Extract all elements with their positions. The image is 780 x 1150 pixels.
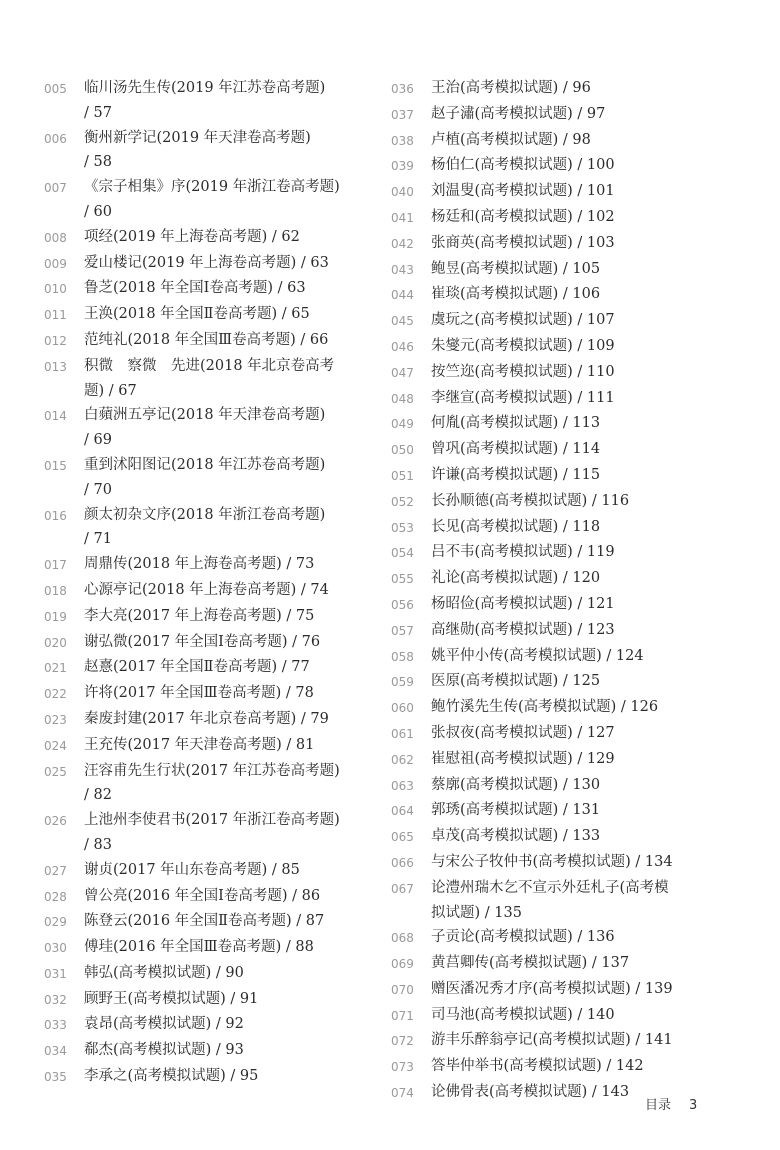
entry-number: 065 xyxy=(391,830,414,845)
toc-entry xyxy=(44,1012,374,1038)
entry-number: 064 xyxy=(391,804,414,819)
entry-number: 052 xyxy=(391,494,414,509)
entry-number: 068 xyxy=(391,931,414,946)
entry-title xyxy=(431,153,741,178)
entry-title-line: 爱山楼记(2019 年上海卷高考题) / 63 xyxy=(84,254,329,271)
entry-title xyxy=(431,179,741,204)
entry-title-line: 李继宣(高考模拟试题) / 111 xyxy=(431,389,615,406)
entry-number: 045 xyxy=(391,314,414,329)
toc-entry xyxy=(391,437,741,463)
toc-entry xyxy=(391,773,741,799)
entry-number: 062 xyxy=(391,752,414,767)
entry-title-line: 姚平仲小传(高考模拟试题) / 124 xyxy=(431,647,644,664)
entry-title xyxy=(84,403,374,453)
toc-entry xyxy=(44,733,374,759)
entry-title-line: 积微 察微 先进(2018 年北京卷高考 xyxy=(84,357,335,374)
toc-entry xyxy=(44,808,374,858)
toc-entry xyxy=(391,489,741,515)
entry-title-line: 卢植(高考模拟试题) / 98 xyxy=(431,131,591,148)
entry-title-continuation: 拟试题) / 135 xyxy=(431,904,522,921)
entry-title xyxy=(84,328,374,353)
entry-title xyxy=(84,759,374,809)
toc-entry xyxy=(391,592,741,618)
entry-number: 014 xyxy=(44,409,67,424)
entry-title-line: 吕不韦(高考模拟试题) / 119 xyxy=(431,544,615,561)
entry-number: 031 xyxy=(44,966,67,981)
entry-title-line: 答毕仲举书(高考模拟试题) / 142 xyxy=(431,1058,644,1075)
entry-title-line: 与宋公子牧仲书(高考模拟试题) / 134 xyxy=(431,853,673,870)
entry-number: 038 xyxy=(391,133,414,148)
entry-number: 013 xyxy=(44,359,67,374)
toc-entry xyxy=(44,251,374,277)
toc-entry xyxy=(391,179,741,205)
toc-right-column xyxy=(391,76,741,1106)
entry-number: 058 xyxy=(391,649,414,664)
entry-title-line: 黄莒卿传(高考模拟试题) / 137 xyxy=(431,955,630,972)
entry-number: 029 xyxy=(44,915,67,930)
entry-number: 034 xyxy=(44,1044,67,1059)
entry-title-continuation: / 70 xyxy=(84,481,112,498)
entry-title xyxy=(84,552,374,577)
entry-number: 047 xyxy=(391,365,414,380)
entry-number: 055 xyxy=(391,572,414,587)
entry-title-line: 张叔夜(高考模拟试题) / 127 xyxy=(431,724,615,741)
toc-entry xyxy=(44,630,374,656)
entry-title xyxy=(84,987,374,1012)
entry-title xyxy=(84,225,374,250)
toc-entry xyxy=(44,759,374,809)
entry-number: 049 xyxy=(391,417,414,432)
entry-title-line: 刘温叟(高考模拟试题) / 101 xyxy=(431,183,615,200)
entry-title xyxy=(431,257,741,282)
toc-entry xyxy=(391,618,741,644)
entry-title-line: 鲁芝(2018 年全国Ⅰ卷高考题) / 63 xyxy=(84,280,306,297)
entry-title xyxy=(84,733,374,758)
toc-entry xyxy=(44,302,374,328)
entry-title-line: 医原(高考模拟试题) / 125 xyxy=(431,673,601,690)
toc-entry xyxy=(44,655,374,681)
entry-title xyxy=(431,386,741,411)
entry-number: 071 xyxy=(391,1008,414,1023)
entry-title xyxy=(84,681,374,706)
entry-title-line: 汪容甫先生行状(2017 年江苏卷高考题) xyxy=(84,762,340,779)
entry-title-continuation: / 71 xyxy=(84,531,112,548)
entry-title xyxy=(84,858,374,883)
entry-title xyxy=(84,604,374,629)
entry-number: 072 xyxy=(391,1034,414,1049)
entry-title xyxy=(431,489,741,514)
entry-title xyxy=(431,695,741,720)
toc-entry xyxy=(44,552,374,578)
entry-title-line: 杨伯仁(高考模拟试题) / 100 xyxy=(431,157,615,174)
footer-label: 目录 xyxy=(645,1098,672,1113)
entry-title-line: 论佛骨表(高考模拟试题) / 143 xyxy=(431,1084,630,1101)
entry-title xyxy=(84,503,374,553)
entry-title-line: 心源亭记(2018 年上海卷高考题) / 74 xyxy=(84,581,329,598)
toc-entry xyxy=(391,644,741,670)
entry-number: 053 xyxy=(391,520,414,535)
entry-title-line: 郭琇(高考模拟试题) / 131 xyxy=(431,802,601,819)
entry-title-line: 赵憙(2017 年全国Ⅱ卷高考题) / 77 xyxy=(84,659,310,676)
entry-title-line: 王涣(2018 年全国Ⅱ卷高考题) / 65 xyxy=(84,306,310,323)
page-footer xyxy=(645,1094,697,1113)
toc-entry xyxy=(391,128,741,154)
entry-title-line: 重到沭阳图记(2018 年江苏卷高考题) xyxy=(84,456,326,473)
entry-number: 044 xyxy=(391,288,414,303)
entry-number: 016 xyxy=(44,508,67,523)
entry-title-line: 谢弘微(2017 年全国Ⅰ卷高考题) / 76 xyxy=(84,633,321,650)
entry-title xyxy=(84,76,374,126)
entry-number: 037 xyxy=(391,107,414,122)
entry-title xyxy=(431,540,741,565)
toc-entry xyxy=(391,153,741,179)
entry-number: 066 xyxy=(391,855,414,870)
entry-number: 019 xyxy=(44,609,67,624)
entry-title-continuation: / 60 xyxy=(84,203,112,220)
entry-title-line: 鲍竹溪先生传(高考模拟试题) / 126 xyxy=(431,699,659,716)
entry-number: 008 xyxy=(44,230,67,245)
entry-title xyxy=(431,76,741,101)
entry-number: 018 xyxy=(44,583,67,598)
entry-title-line: 子贡论(高考模拟试题) / 136 xyxy=(431,929,615,946)
entry-title xyxy=(431,205,741,230)
toc-entry xyxy=(44,707,374,733)
toc-entry xyxy=(44,354,374,404)
entry-title xyxy=(84,1064,374,1089)
entry-title-continuation: 题) / 67 xyxy=(84,382,137,399)
entry-title-line: 崔慰祖(高考模拟试题) / 129 xyxy=(431,750,615,767)
entry-number: 035 xyxy=(44,1070,67,1085)
entry-title xyxy=(431,824,741,849)
entry-title xyxy=(431,360,741,385)
toc-entry xyxy=(391,798,741,824)
entry-title xyxy=(431,798,741,823)
toc-entry xyxy=(391,540,741,566)
entry-title-line: 论澧州瑞木乞不宣示外廷札子(高考模 xyxy=(431,879,669,896)
entry-title xyxy=(431,618,741,643)
entry-title xyxy=(431,463,741,488)
entry-title xyxy=(84,935,374,960)
entry-title-line: 何胤(高考模拟试题) / 113 xyxy=(431,415,601,432)
entry-title-line: 秦废封建(2017 年北京卷高考题) / 79 xyxy=(84,710,329,727)
entry-number: 010 xyxy=(44,282,67,297)
entry-number: 020 xyxy=(44,635,67,650)
entry-title-line: 游丰乐醉翁亭记(高考模拟试题) / 141 xyxy=(431,1032,673,1049)
entry-title-line: 顾野王(高考模拟试题) / 91 xyxy=(84,990,259,1007)
toc-entry xyxy=(44,604,374,630)
entry-title-line: 颜太初杂文序(2018 年浙江卷高考题) xyxy=(84,506,326,523)
entry-number: 011 xyxy=(44,308,67,323)
entry-number: 024 xyxy=(44,738,67,753)
entry-title-line: 王充传(2017 年天津卷高考题) / 81 xyxy=(84,736,315,753)
toc-entry xyxy=(44,328,374,354)
entry-number: 033 xyxy=(44,1018,67,1033)
toc-entry xyxy=(44,225,374,251)
entry-title-line: 曾公亮(2016 年全国Ⅰ卷高考题) / 86 xyxy=(84,887,321,904)
entry-title-line: 杨昭俭(高考模拟试题) / 121 xyxy=(431,595,615,612)
entry-number: 007 xyxy=(44,181,67,196)
entry-title xyxy=(84,1038,374,1063)
entry-title xyxy=(84,1012,374,1037)
entry-title xyxy=(84,961,374,986)
entry-title xyxy=(84,630,374,655)
entry-title-line: 韩弘(高考模拟试题) / 90 xyxy=(84,964,244,981)
entry-number: 048 xyxy=(391,391,414,406)
entry-title xyxy=(431,282,741,307)
entry-number: 061 xyxy=(391,726,414,741)
entry-number: 040 xyxy=(391,185,414,200)
entry-number: 056 xyxy=(391,597,414,612)
toc-entry xyxy=(391,334,741,360)
entry-title-continuation: / 83 xyxy=(84,836,112,853)
toc-entry xyxy=(44,403,374,453)
entry-number: 026 xyxy=(44,814,67,829)
entry-title xyxy=(84,175,374,225)
entry-title-line: 许谦(高考模拟试题) / 115 xyxy=(431,466,601,483)
entry-title xyxy=(431,1028,741,1053)
entry-title xyxy=(431,515,741,540)
entry-number: 022 xyxy=(44,687,67,702)
toc-left-column xyxy=(44,76,374,1090)
entry-title-line: 谢贞(2017 年山东卷高考题) / 85 xyxy=(84,861,300,878)
entry-number: 054 xyxy=(391,546,414,561)
entry-title xyxy=(431,747,741,772)
entry-title-line: 傅珪(2016 年全国Ⅲ卷高考题) / 88 xyxy=(84,939,314,956)
entry-number: 021 xyxy=(44,661,67,676)
entry-title xyxy=(84,707,374,732)
entry-title-line: 上池州李使君书(2017 年浙江卷高考题) xyxy=(84,812,340,829)
entry-title xyxy=(431,644,741,669)
entry-title-line: 范纯礼(2018 年全国Ⅲ卷高考题) / 66 xyxy=(84,331,329,348)
toc-entry xyxy=(391,951,741,977)
toc-entry xyxy=(391,669,741,695)
toc-entry xyxy=(391,876,741,926)
entry-title xyxy=(84,302,374,327)
toc-entry xyxy=(44,453,374,503)
entry-number: 036 xyxy=(391,82,414,96)
entry-number: 015 xyxy=(44,458,67,473)
page-number: 3 xyxy=(689,1098,698,1113)
entry-title xyxy=(84,276,374,301)
entry-number: 028 xyxy=(44,889,67,904)
toc-entry xyxy=(391,977,741,1003)
entry-title xyxy=(431,669,741,694)
entry-title-line: 按竺迩(高考模拟试题) / 110 xyxy=(431,363,615,380)
toc-entry xyxy=(44,681,374,707)
entry-title xyxy=(431,411,741,436)
entry-title-continuation: / 58 xyxy=(84,154,112,171)
entry-title xyxy=(84,884,374,909)
entry-number: 046 xyxy=(391,339,414,354)
entry-number: 067 xyxy=(391,881,414,896)
entry-title xyxy=(431,592,741,617)
toc-entry xyxy=(44,987,374,1013)
entry-number: 073 xyxy=(391,1060,414,1075)
entry-number: 043 xyxy=(391,262,414,277)
entry-title xyxy=(431,951,741,976)
toc-entry xyxy=(391,76,741,102)
entry-title-continuation: / 82 xyxy=(84,787,112,804)
toc-entry xyxy=(391,721,741,747)
entry-number: 059 xyxy=(391,675,414,690)
entry-number: 027 xyxy=(44,863,67,878)
entry-number: 009 xyxy=(44,256,67,271)
entry-title xyxy=(431,437,741,462)
entry-number: 025 xyxy=(44,764,67,779)
entry-title xyxy=(431,231,741,256)
toc-entry xyxy=(391,308,741,334)
entry-title-continuation: / 57 xyxy=(84,104,112,121)
entry-title xyxy=(431,308,741,333)
toc-entry xyxy=(391,386,741,412)
toc-entry xyxy=(391,1003,741,1029)
entry-title-line: 项经(2019 年上海卷高考题) / 62 xyxy=(84,228,300,245)
toc-entry xyxy=(391,695,741,721)
entry-title xyxy=(431,1003,741,1028)
entry-number: 070 xyxy=(391,982,414,997)
entry-title xyxy=(431,773,741,798)
entry-number: 060 xyxy=(391,701,414,716)
entry-title-line: 袁昂(高考模拟试题) / 92 xyxy=(84,1016,244,1033)
toc-entry xyxy=(391,566,741,592)
entry-title-line: 曾巩(高考模拟试题) / 114 xyxy=(431,441,601,458)
entry-title xyxy=(84,909,374,934)
toc-entry xyxy=(391,463,741,489)
entry-title xyxy=(431,876,741,926)
entry-title xyxy=(84,808,374,858)
entry-title xyxy=(431,925,741,950)
toc-entry xyxy=(44,76,374,126)
entry-title-line: 杨廷和(高考模拟试题) / 102 xyxy=(431,208,615,225)
entry-title-line: 高继勋(高考模拟试题) / 123 xyxy=(431,621,615,638)
entry-number: 041 xyxy=(391,210,414,225)
entry-title-line: 白蘋洲五亭记(2018 年天津卷高考题) xyxy=(84,407,326,424)
toc-entry xyxy=(391,205,741,231)
entry-title-line: 长孙顺德(高考模拟试题) / 116 xyxy=(431,492,630,509)
toc-entry xyxy=(44,935,374,961)
entry-title-line: 张商英(高考模拟试题) / 103 xyxy=(431,234,615,251)
entry-number: 030 xyxy=(44,941,67,956)
entry-number: 017 xyxy=(44,558,67,573)
entry-title xyxy=(431,850,741,875)
entry-number: 039 xyxy=(391,159,414,174)
entry-number: 005 xyxy=(44,82,67,96)
entry-title xyxy=(84,126,374,176)
entry-number: 057 xyxy=(391,623,414,638)
entry-number: 063 xyxy=(391,778,414,793)
entry-title-line: 《宗子相集》序(2019 年浙江卷高考题) xyxy=(84,179,340,196)
toc-entry xyxy=(391,515,741,541)
entry-title-line: 礼论(高考模拟试题) / 120 xyxy=(431,570,601,587)
toc-entry xyxy=(391,257,741,283)
entry-title-line: 司马池(高考模拟试题) / 140 xyxy=(431,1006,615,1023)
entry-title-line: 李承之(高考模拟试题) / 95 xyxy=(84,1068,259,1085)
toc-entry xyxy=(44,503,374,553)
toc-entry xyxy=(391,850,741,876)
entry-title-continuation: / 69 xyxy=(84,432,112,449)
entry-title xyxy=(84,354,374,404)
toc-entry xyxy=(44,1038,374,1064)
entry-number: 069 xyxy=(391,957,414,972)
toc-entry xyxy=(44,961,374,987)
entry-title-line: 陈登云(2016 年全国Ⅱ卷高考题) / 87 xyxy=(84,913,325,930)
toc-entry xyxy=(44,175,374,225)
entry-title-line: 崔琰(高考模拟试题) / 106 xyxy=(431,286,601,303)
toc-entry xyxy=(391,282,741,308)
entry-title xyxy=(431,566,741,591)
entry-number: 051 xyxy=(391,468,414,483)
entry-title-line: 王治(高考模拟试题) / 96 xyxy=(431,80,591,96)
entry-title xyxy=(431,334,741,359)
toc-entry xyxy=(44,858,374,884)
entry-title-line: 虞玩之(高考模拟试题) / 107 xyxy=(431,312,615,329)
entry-title-line: 郗杰(高考模拟试题) / 93 xyxy=(84,1042,244,1059)
entry-number: 012 xyxy=(44,333,67,348)
entry-title xyxy=(431,102,741,127)
toc-entry xyxy=(391,360,741,386)
entry-title xyxy=(84,578,374,603)
entry-title-line: 临川汤先生传(2019 年江苏卷高考题) xyxy=(84,80,326,96)
entry-title-line: 卓茂(高考模拟试题) / 133 xyxy=(431,828,601,845)
toc-entry xyxy=(44,884,374,910)
entry-number: 074 xyxy=(391,1086,414,1101)
toc-entry xyxy=(44,276,374,302)
entry-number: 042 xyxy=(391,236,414,251)
entry-title xyxy=(84,251,374,276)
entry-title-line: 衡州新学记(2019 年天津卷高考题) xyxy=(84,129,311,146)
toc-entry xyxy=(391,1054,741,1080)
entry-title xyxy=(84,453,374,503)
entry-title xyxy=(431,977,741,1002)
entry-number: 023 xyxy=(44,712,67,727)
entry-title-line: 蔡廓(高考模拟试题) / 130 xyxy=(431,776,601,793)
entry-number: 050 xyxy=(391,443,414,458)
entry-title xyxy=(84,655,374,680)
toc-entry xyxy=(44,578,374,604)
entry-title-line: 李大亮(2017 年上海卷高考题) / 75 xyxy=(84,607,315,624)
entry-title xyxy=(431,721,741,746)
toc-entry xyxy=(391,747,741,773)
entry-number: 032 xyxy=(44,992,67,1007)
toc-entry xyxy=(391,1028,741,1054)
entry-title xyxy=(431,128,741,153)
entry-title-line: 赠医潘况秀才序(高考模拟试题) / 139 xyxy=(431,980,673,997)
toc-entry xyxy=(391,824,741,850)
toc-entry xyxy=(44,1064,374,1090)
entry-title-line: 朱燮元(高考模拟试题) / 109 xyxy=(431,337,615,354)
entry-title-line: 鲍昱(高考模拟试题) / 105 xyxy=(431,260,601,277)
toc-entry xyxy=(391,102,741,128)
entry-title xyxy=(431,1054,741,1079)
entry-title-line: 赵子潚(高考模拟试题) / 97 xyxy=(431,105,606,122)
toc-entry xyxy=(391,411,741,437)
toc-entry xyxy=(391,231,741,257)
entry-title-line: 长见(高考模拟试题) / 118 xyxy=(431,518,601,535)
toc-entry xyxy=(44,909,374,935)
toc-entry xyxy=(44,126,374,176)
entry-title-line: 周鼎传(2018 年上海卷高考题) / 73 xyxy=(84,556,315,573)
entry-title-line: 许将(2017 年全国Ⅲ卷高考题) / 78 xyxy=(84,685,314,702)
toc-entry xyxy=(391,925,741,951)
entry-number: 006 xyxy=(44,131,67,146)
